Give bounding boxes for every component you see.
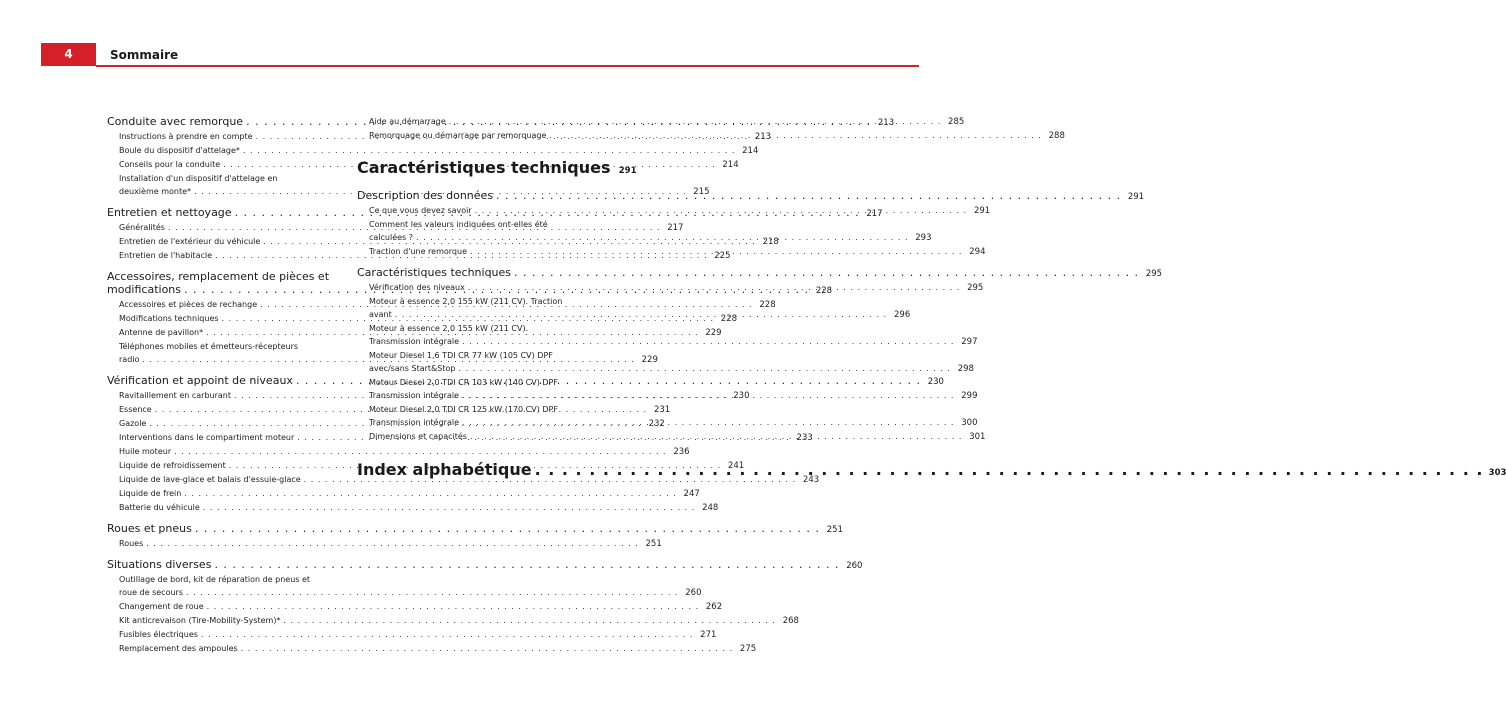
toc-page-number: 218 xyxy=(762,237,779,247)
toc-entry-title: Caractéristiques techniques xyxy=(357,158,611,177)
toc-entry-title: Caractéristiques techniques xyxy=(357,266,512,279)
toc-entry-title: Accessoires et pièces de rechange xyxy=(119,300,258,309)
toc-entry-title: Liquide de refroidissement xyxy=(119,461,226,470)
toc-entry-title: Dimensions et capacités xyxy=(369,432,467,441)
toc-page-number: 301 xyxy=(969,432,986,442)
toc-entry-title: Antenne de pavillon* xyxy=(119,328,204,337)
header-rule xyxy=(96,65,919,67)
toc-entry-title: Modifications techniques xyxy=(119,314,219,323)
toc-subentry[interactable] xyxy=(107,445,690,459)
toc-entry-title: deuxième monte* xyxy=(119,187,192,196)
toc-page-number: 288 xyxy=(1048,131,1065,141)
toc-entry-title: Transmission intégrale xyxy=(369,337,459,346)
dot-leader xyxy=(470,430,962,443)
dot-leader xyxy=(214,558,839,571)
toc-entry-title: Conseils pour la conduite xyxy=(119,160,221,169)
toc-entry-title: roue de secours xyxy=(119,588,183,597)
toc-page-number: 228 xyxy=(720,314,738,324)
toc-entry-title: Transmission intégrale xyxy=(369,418,459,427)
toc-subentry[interactable] xyxy=(107,473,820,487)
toc-entry-title: Vérification et appoint de niveaux xyxy=(107,374,293,387)
dot-leader xyxy=(195,522,820,535)
toc-entry-title: Aide au démarrage xyxy=(369,117,446,126)
toc-entry-title: Entretien de l'habitacle xyxy=(119,251,213,260)
toc-subentry[interactable] xyxy=(107,144,759,158)
toc-page-number: 230 xyxy=(927,377,944,387)
dot-leader xyxy=(549,129,1041,142)
toc-subentry[interactable] xyxy=(107,573,702,600)
toc-entry-title: avant xyxy=(369,310,392,319)
dot-leader xyxy=(470,245,962,258)
toc-entry-title: Ce que vous devez savoir xyxy=(369,206,472,215)
toc-entry-title: Index alphabétique xyxy=(357,460,532,479)
toc-entry-title: Transmission intégrale xyxy=(369,391,459,400)
toc-section[interactable] xyxy=(357,266,1163,281)
toc-page-number: 236 xyxy=(673,447,690,457)
toc-page-number: 217 xyxy=(866,209,883,219)
toc-page-number: 298 xyxy=(957,364,974,374)
toc-entry-title: Remplacement des ampoules xyxy=(119,644,238,653)
toc-page-number: 291 xyxy=(618,166,637,176)
toc-page-number: 251 xyxy=(826,525,843,535)
toc-page-number: 230 xyxy=(733,391,750,401)
toc-page-number: 295 xyxy=(967,283,984,293)
toc-entry-title-line: Moteur à essence 2,0 155 kW (211 CV). Traction xyxy=(369,297,563,306)
page-number: 4 xyxy=(64,47,73,61)
toc-entry-title: Essence xyxy=(119,405,152,414)
toc-page-number: 260 xyxy=(685,588,702,598)
toc-entry-title: Batterie du véhicule xyxy=(119,503,200,512)
toc-entry-title: Situations diverses xyxy=(107,558,212,571)
toc-section[interactable] xyxy=(107,558,863,573)
dot-leader xyxy=(462,416,954,429)
toc-entry-title-line: Installation d'un dispositif d'attelage en xyxy=(119,174,278,183)
toc-page-number: 215 xyxy=(693,187,710,197)
toc-entry-title: Interventions dans le compartiment moteur xyxy=(119,433,295,442)
toc-entry-title: modifications xyxy=(107,283,182,296)
toc-page-number: 232 xyxy=(648,419,665,429)
dot-leader xyxy=(514,266,1139,279)
toc-subentry[interactable] xyxy=(107,600,723,614)
toc-page-number: 285 xyxy=(948,117,965,127)
toc-entry-title: Généralités xyxy=(119,223,165,232)
toc-section[interactable] xyxy=(357,158,637,181)
toc-page-number: 271 xyxy=(700,630,717,640)
toc-entry-title: Entretien de l'extérieur du véhicule xyxy=(119,237,261,246)
dot-leader xyxy=(475,204,967,217)
toc-entry-title-line: Comment les valeurs indiquées ont-elles été xyxy=(369,220,548,229)
toc-page-number: 294 xyxy=(969,247,986,257)
toc-page-number: 214 xyxy=(742,146,759,156)
dot-leader xyxy=(184,487,676,500)
toc-page-number: 213 xyxy=(877,118,895,128)
dot-leader xyxy=(416,231,908,244)
toc-page-number: 293 xyxy=(915,233,932,243)
dot-leader xyxy=(449,115,941,128)
dot-leader xyxy=(201,628,693,641)
toc-entry-title-line: Moteur Diesel 2,0 TDI CR 125 kW (170 CV) DPF xyxy=(369,405,558,414)
toc-page-number: 213 xyxy=(754,132,772,142)
toc-entry-title: Description des données xyxy=(357,189,494,202)
toc-page-number: 247 xyxy=(683,489,700,499)
toc-entry-title-line: Accessoires, remplacement de pièces et xyxy=(107,270,330,283)
dot-leader xyxy=(395,308,887,321)
dot-leader xyxy=(203,501,695,514)
toc-page-number: 297 xyxy=(961,337,978,347)
toc-entry-title: Fusibles électriques xyxy=(119,630,198,639)
dot-leader xyxy=(535,460,1484,480)
toc-entry-title-line: Moteur à essence 2,0 155 kW (211 CV). xyxy=(369,324,529,333)
toc-page-number: 251 xyxy=(645,539,662,549)
toc-page-number: 225 xyxy=(714,251,731,261)
toc-entry-title: Remorquage ou démarrage par remorquage xyxy=(369,131,547,140)
toc-entry-title-line: Moteur Diesel 1,6 TDI CR 77 kW (105 CV) DPF xyxy=(369,351,553,360)
dot-leader xyxy=(283,614,775,627)
dot-leader xyxy=(458,362,950,375)
dot-leader xyxy=(207,600,699,613)
toc-subentry[interactable] xyxy=(107,614,799,628)
toc-page-number: 275 xyxy=(739,644,757,654)
toc-page-number: 296 xyxy=(894,310,911,320)
page-title: Sommaire xyxy=(110,48,179,62)
toc-entry-title: Huile moteur xyxy=(119,447,172,456)
dot-leader xyxy=(186,586,678,599)
toc-page-number: 241 xyxy=(727,461,745,471)
toc-entry-title: Roues et pneus xyxy=(107,522,192,535)
toc-page-number: 303 xyxy=(1488,468,1506,478)
toc-page-number: 300 xyxy=(961,418,978,428)
toc-page-number: 229 xyxy=(705,328,722,338)
toc-page-number: 217 xyxy=(667,223,684,233)
toc-entry-title: Ravitaillement en carburant xyxy=(119,391,232,400)
toc-subentry[interactable] xyxy=(107,487,700,501)
toc-page-number: 228 xyxy=(815,286,833,296)
toc-page-number: 231 xyxy=(653,405,671,415)
toc-entry-title: calculées ? xyxy=(369,233,414,242)
dot-leader xyxy=(462,389,954,402)
toc-page-number: 214 xyxy=(722,160,739,170)
toc-entry-title: Changement de roue xyxy=(119,602,204,611)
toc-page-number: 233 xyxy=(796,433,813,443)
toc-page-number: 243 xyxy=(802,475,820,485)
toc-entry-title-line: Outillage de bord, kit de réparation de pneus et xyxy=(119,575,311,584)
toc-entry-title: Roues xyxy=(119,539,144,548)
toc-page-number: 268 xyxy=(782,616,799,626)
toc-page-number: 291 xyxy=(973,206,991,216)
toc-entry-title: Vérification des niveaux xyxy=(369,283,465,292)
toc-entry-title: Liquide de frein xyxy=(119,489,182,498)
dot-leader xyxy=(462,335,954,348)
dot-leader xyxy=(496,189,1121,202)
toc-entry-title: Liquide de lave-glace et balais d'essuie-glace xyxy=(119,475,301,484)
toc-section[interactable] xyxy=(107,522,843,537)
toc-page-number: 228 xyxy=(759,300,776,310)
toc-entry-title: Traction d'une remorque xyxy=(369,247,467,256)
toc-entry-title-line: Téléphones mobiles et émetteurs-récepteurs xyxy=(119,342,299,351)
toc-entry-title-line: Moteur Diesel 2,0 TDI CR 103 kW (140 CV) DPF xyxy=(369,378,558,387)
toc-entry-title: Entretien et nettoyage xyxy=(107,206,232,219)
toc-entry-title: Conduite avec remorque xyxy=(107,115,244,128)
toc-subentry[interactable] xyxy=(107,537,662,551)
toc-subentry[interactable] xyxy=(107,642,757,656)
toc-entry-title: Gazole xyxy=(119,419,147,428)
toc-subentry[interactable] xyxy=(107,501,719,515)
dot-leader xyxy=(146,537,638,550)
toc-page-number: 248 xyxy=(702,503,719,513)
toc-page-number: 260 xyxy=(846,561,863,571)
toc-entry-title: radio xyxy=(119,355,140,364)
toc-page-number: 295 xyxy=(1145,269,1163,279)
toc-entry-title: Kit anticrevaison (Tire-Mobility-System)* xyxy=(119,616,281,625)
toc-entry-title: avec/sans Start&Stop xyxy=(369,364,456,373)
toc-page-number: 299 xyxy=(961,391,978,401)
toc-page-number: 229 xyxy=(641,355,658,365)
dot-leader xyxy=(468,281,960,294)
toc-subentry[interactable] xyxy=(107,628,717,642)
toc-entry-title: Boule du dispositif d'attelage* xyxy=(119,146,240,155)
toc-page-number: 262 xyxy=(705,602,723,612)
toc-page-number: 291 xyxy=(1127,192,1145,202)
toc-entry-title: Instructions à prendre en compte xyxy=(119,132,253,141)
dot-leader xyxy=(241,642,733,655)
